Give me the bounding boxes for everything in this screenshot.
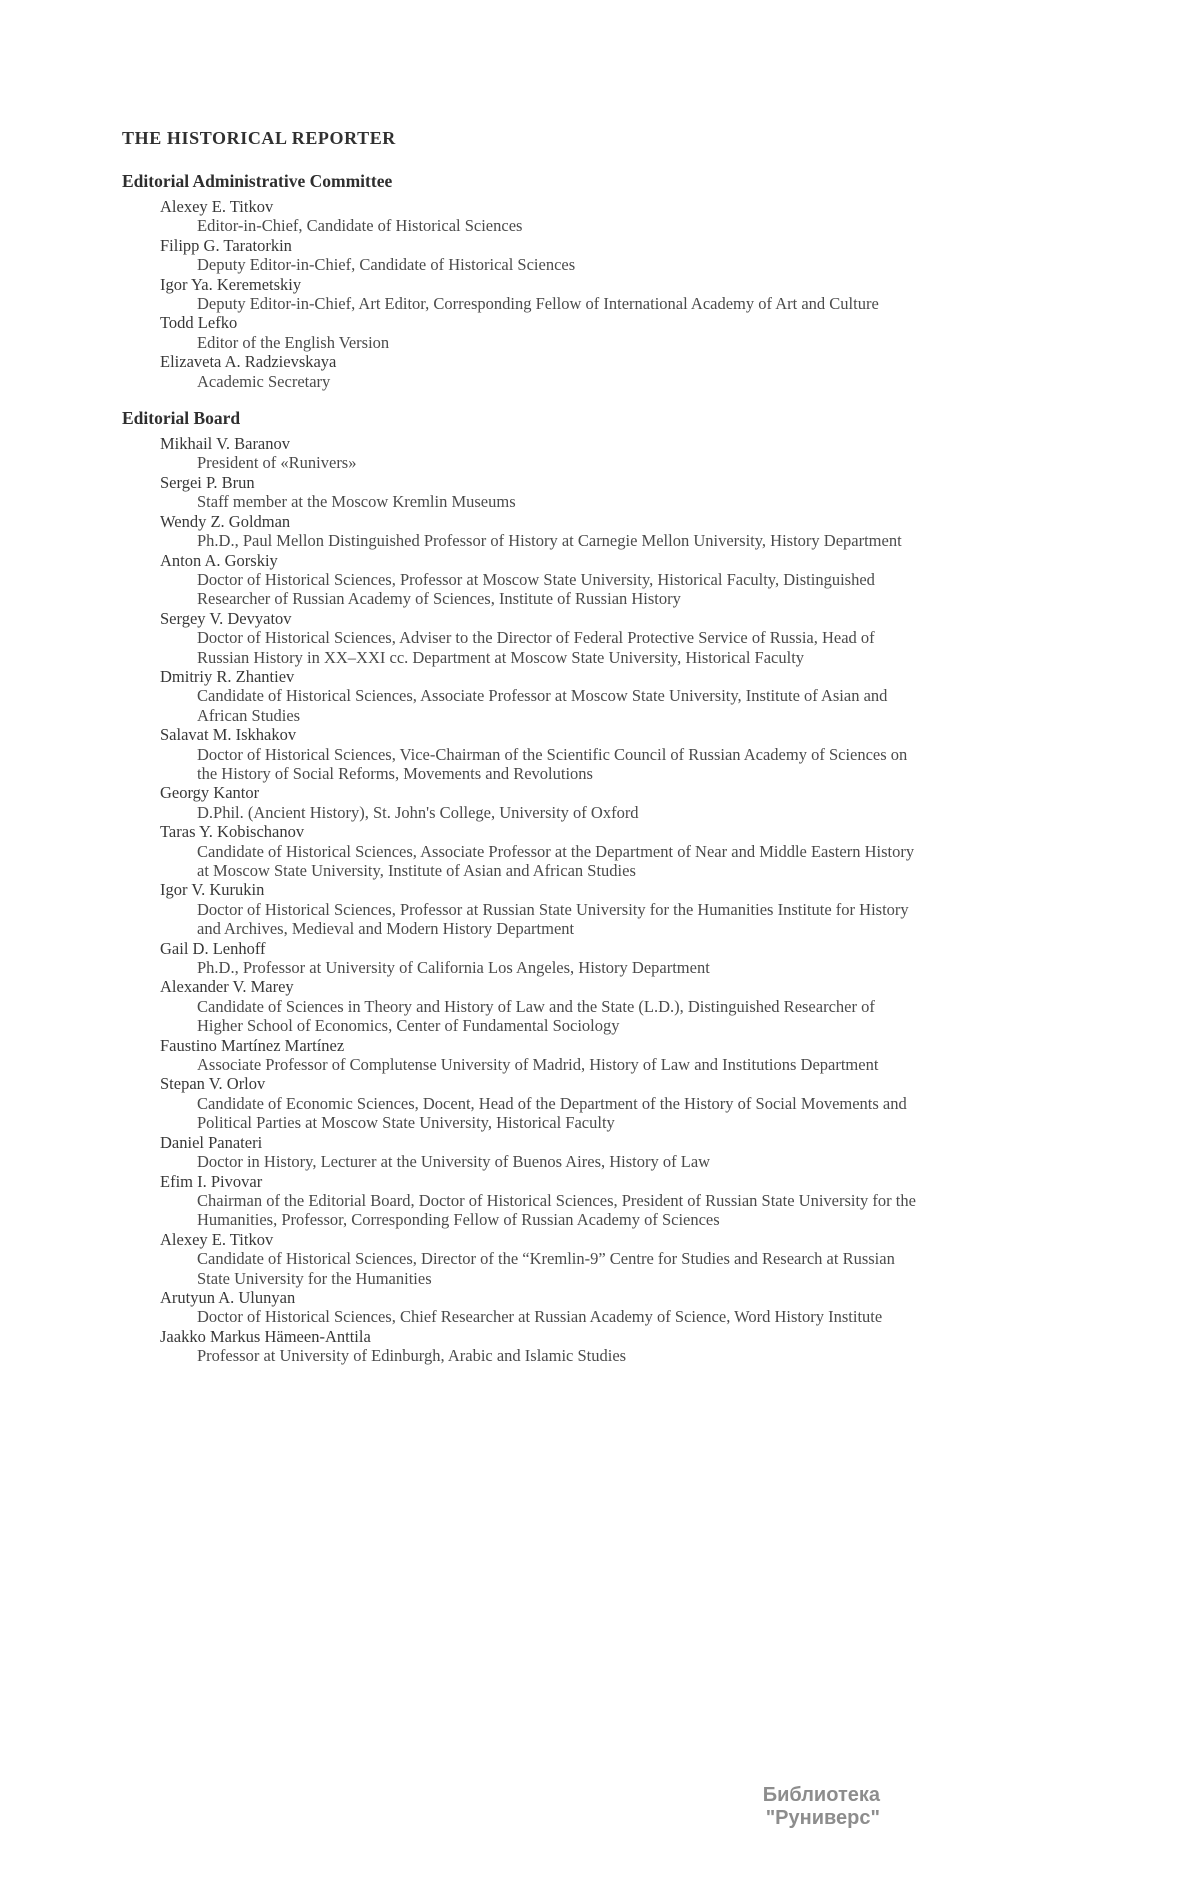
member-role: Deputy Editor-in-Chief, Candidate of Historical Sciences	[197, 255, 576, 275]
member-name: Wendy Z. Goldman	[160, 511, 291, 531]
member-role: Candidate of Historical Sciences, Associate Professor at the Department of Near and Middle Eastern History at Moscow State University, Institute of Asian and African Studies	[197, 841, 915, 880]
member-role: Doctor of Historical Sciences, Chief Researcher at Russian Academy of Science, Word History Institute	[197, 1307, 883, 1327]
member-name: Mikhail V. Baranov	[160, 434, 291, 454]
member-role: Editor-in-Chief, Candidate of Historical Sciences	[197, 216, 523, 236]
member-name: Faustino Martínez Martínez	[160, 1035, 345, 1055]
member-role: Doctor of Historical Sciences, Vice-Chairman of the Scientific Council of Russian Academy of Sciences on the History of Social Reforms, Movements and Revolutions	[197, 744, 908, 783]
member-name: Dmitriy R. Zhantiev	[160, 666, 295, 686]
member-name: Anton A. Gorskiy	[160, 550, 278, 570]
member-name: Arutyun A. Ulunyan	[160, 1287, 296, 1307]
member-name: Taras Y. Kobischanov	[160, 822, 305, 842]
member-role: Chairman of the Editorial Board, Doctor of Historical Sciences, President of Russian State University for the Humanities, Professor, Corresponding Fellow of Russian Academy of Sciences	[197, 1190, 916, 1230]
editorial-section	[122, 171, 942, 391]
member-name: Alexander V. Marey	[160, 977, 294, 997]
member-role: Ph.D., Professor at University of California Los Angeles, History Department	[197, 958, 710, 978]
member-name: Alexey E. Titkov	[160, 1229, 274, 1249]
member-role: Doctor of Historical Sciences, Professor at Russian State University for the Humanities Institute for History and Archives, Medieval and Modern History Department	[197, 899, 909, 939]
member-name: Sergei P. Brun	[160, 472, 255, 492]
editorial-sections-container	[122, 171, 942, 1366]
member-name: Jaakko Markus Hämeen-Anttila	[160, 1326, 371, 1346]
member-role: Editor of the English Version	[197, 332, 390, 352]
member-name: Sergey V. Devyatov	[160, 608, 292, 628]
document-page	[122, 128, 942, 1366]
member-name: Georgy Kantor	[160, 783, 260, 803]
library-watermark: Библиотека "Руниверс"	[762, 1784, 880, 1829]
section-heading: Editorial Administrative Committee	[122, 171, 393, 191]
member-name: Filipp G. Taratorkin	[160, 235, 292, 255]
editorial-section	[122, 408, 942, 1366]
member-name: Stepan V. Orlov	[160, 1074, 266, 1094]
member-name: Alexey E. Titkov	[160, 197, 274, 216]
member-role: Staff member at the Moscow Kremlin Museums	[197, 492, 516, 512]
member-name: Daniel Panateri	[160, 1132, 263, 1152]
member-role: Doctor of Historical Sciences, Adviser to the Director of Federal Protective Service of Russia, Head of Russian History in XX–XXI cc. Department at Moscow State University, Historical Faculty	[197, 628, 875, 667]
member-name: Igor V. Kurukin	[160, 880, 265, 900]
member-name: Elizaveta A. Radzievskaya	[160, 352, 337, 372]
member-name: Gail D. Lenhoff	[160, 938, 266, 958]
member-role: Associate Professor of Complutense University of Madrid, History of Law and Institutions Department	[197, 1055, 879, 1075]
journal-title: THE HISTORICAL REPORTER	[122, 128, 396, 148]
member-role: Candidate of Sciences in Theory and History of Law and the State (L.D.), Distinguished Researcher of Higher School of Economics, Center of Fundamental Sociology	[197, 996, 875, 1036]
member-role: President of «Runivers»	[197, 453, 357, 473]
member-role: Doctor of Historical Sciences, Professor at Moscow State University, Historical Faculty, Distinguished Researcher of Russian Academy of Sciences, Institute of Russian History	[197, 569, 875, 609]
member-role: Candidate of Economic Sciences, Docent, Head of the Department of the History of Social Movements and Political Parties at Moscow State University, Historical Faculty	[197, 1093, 907, 1133]
member-role: Deputy Editor-in-Chief, Art Editor, Corresponding Fellow of International Academy of Art and Culture	[197, 294, 879, 314]
member-name: Salavat M. Iskhakov	[160, 725, 297, 745]
member-role: Candidate of Historical Sciences, Associate Professor at Moscow State University, Institute of Asian and African Studies	[197, 686, 888, 725]
member-role: D.Phil. (Ancient History), St. John's College, University of Oxford	[197, 802, 639, 822]
member-role: Academic Secretary	[197, 371, 331, 391]
member-role: Doctor in History, Lecturer at the University of Buenos Aires, History of Law	[197, 1152, 711, 1172]
member-role: Candidate of Historical Sciences, Director of the “Kremlin-9” Centre for Studies and Research at Russian State University for the Humanities	[197, 1249, 895, 1288]
member-name: Todd Lefko	[160, 313, 238, 333]
member-role: Ph.D., Paul Mellon Distinguished Professor of History at Carnegie Mellon University, History Department	[197, 531, 902, 551]
member-name: Igor Ya. Keremetskiy	[160, 274, 302, 294]
member-name: Efim I. Pivovar	[160, 1171, 263, 1191]
member-role: Professor at University of Edinburgh, Arabic and Islamic Studies	[197, 1346, 627, 1366]
section-heading: Editorial Board	[122, 408, 241, 429]
